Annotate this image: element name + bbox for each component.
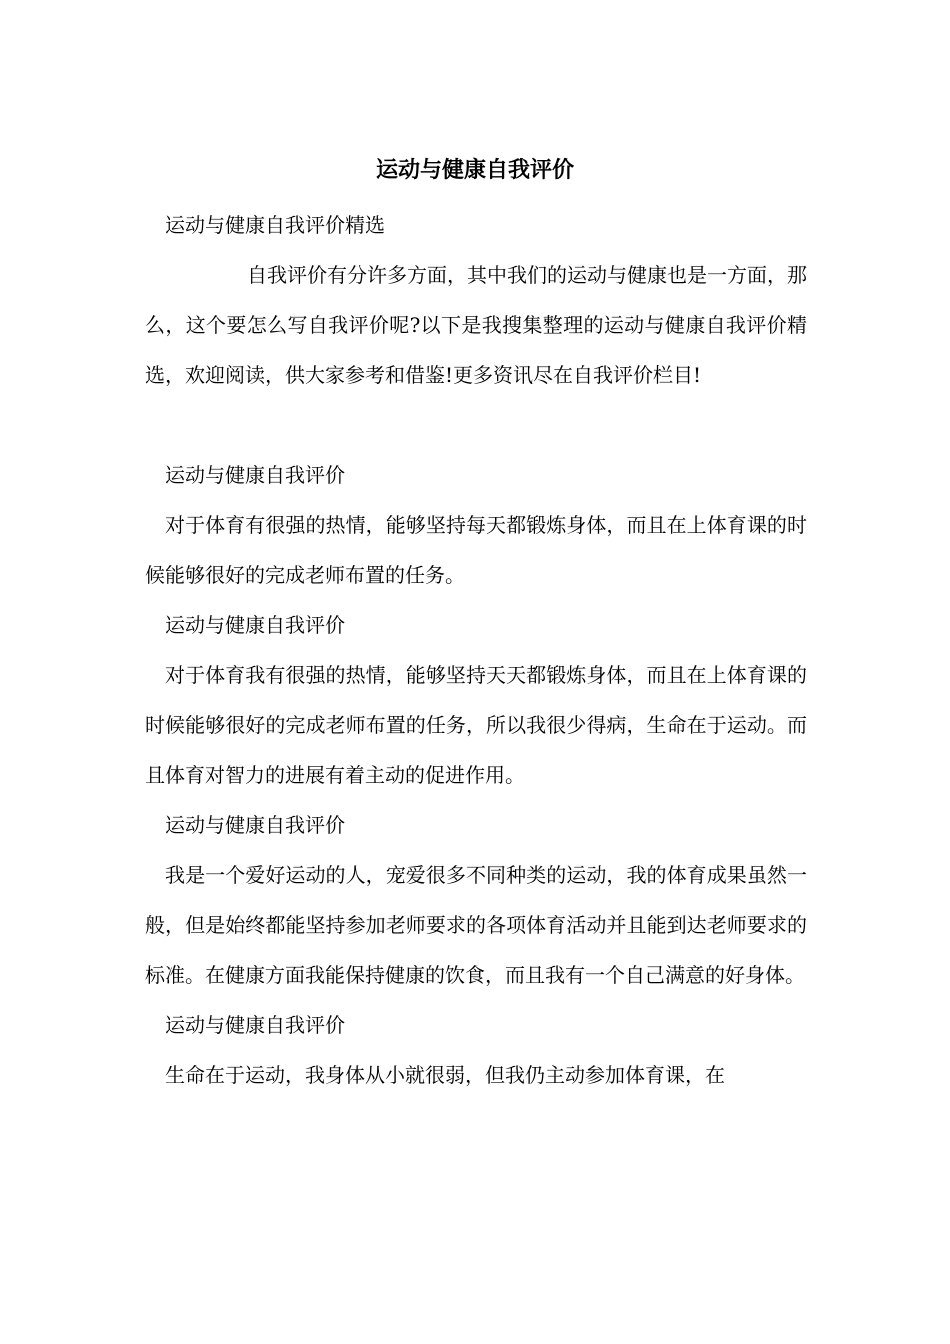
section-paragraph: 生命在于运动，我身体从小就很弱，但我仍主动参加体育课，在 <box>165 1063 725 1087</box>
document-title: 运动与健康自我评价 <box>375 157 574 183</box>
section-heading: 运动与健康自我评价 <box>165 813 345 837</box>
section-heading: 运动与健康自我评价 <box>165 463 345 487</box>
section-heading: 运动与健康自我评价 <box>165 1013 345 1037</box>
section-paragraph: 对于体育有很强的热情，能够坚持每天都锻炼身体，而且在上体育课的时候能够很好的完成老师布置的任务。 <box>145 513 807 587</box>
section-heading: 运动与健康自我评价 <box>165 613 345 637</box>
section-paragraph: 对于体育我有很强的热情，能够坚持天天都锻炼身体，而且在上体育课的时候能够很好的完成老师布置的任务，所以我很少得病，生命在于运动。而且体育对智力的进展有着主动的促进作用。 <box>145 663 807 787</box>
document-body <box>145 200 807 1100</box>
intro-paragraph: 自我评价有分许多方面，其中我们的运动与健康也是一方面，那么，这个要怎么写自我评价呢?以下是我搜集整理的运动与健康自我评价精选，欢迎阅读，供大家参考和借鉴!更多资讯尽在自我评价栏目! <box>145 263 807 387</box>
document-subtitle: 运动与健康自我评价精选 <box>165 213 385 237</box>
blank-line <box>145 400 807 450</box>
section-paragraph: 我是一个爱好运动的人，宠爱很多不同种类的运动，我的体育成果虽然一般，但是始终都能坚持参加老师要求的各项体育活动并且能到达老师要求的标准。在健康方面我能保持健康的饮食，而且我有一个自己满意的好身体。 <box>145 863 807 987</box>
